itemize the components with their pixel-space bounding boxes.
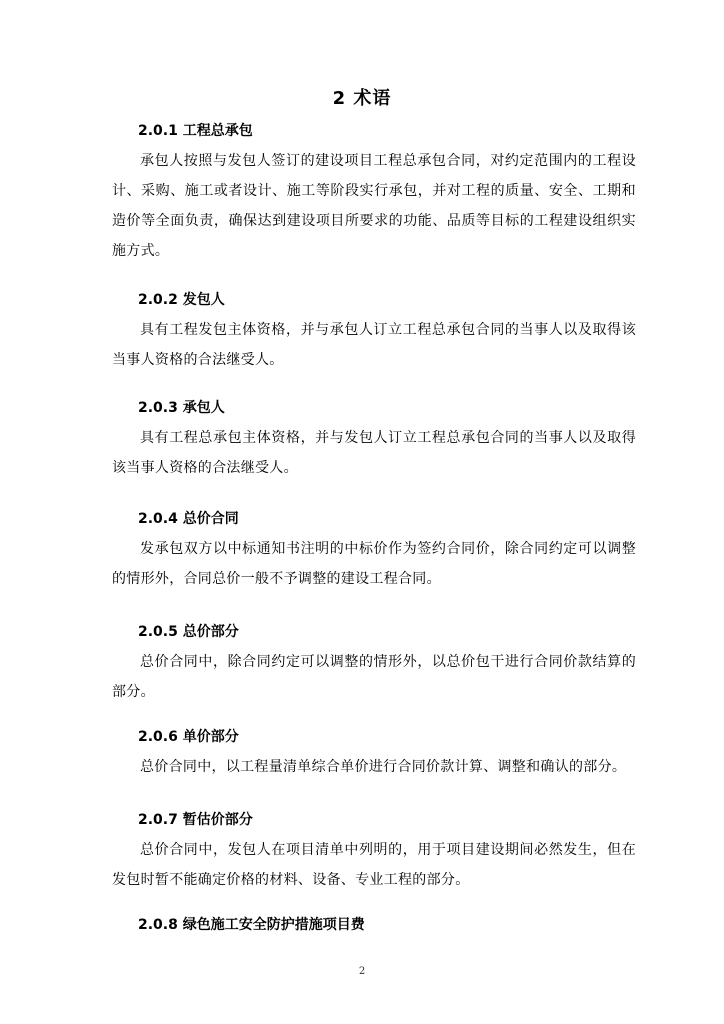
term-heading: 2.0.1 工程总承包 xyxy=(138,123,253,139)
term-heading: 2.0.7 暂估价部分 xyxy=(138,812,253,828)
term-definition: 发承包双方以中标通知书注明的中标价作为签约合同价，除合同约定可以调整的情形外，合同总价一般不予调整的建设工程合同。 xyxy=(112,541,636,587)
page-number: 2 xyxy=(358,966,366,977)
term-heading: 2.0.6 单价部分 xyxy=(138,729,239,745)
term-2-0-1 xyxy=(112,121,636,266)
term-definition: 具有工程发包主体资格，并与承包人订立工程总承包合同的当事人以及取得该当事人资格的合法继受人。 xyxy=(112,322,636,368)
term-2-0-4 xyxy=(112,509,636,594)
term-2-0-6 xyxy=(112,727,636,782)
term-definition: 具有工程总承包主体资格，并与发包人订立工程总承包合同的当事人以及取得该当事人资格的合法继受人。 xyxy=(112,430,636,476)
term-2-0-8 xyxy=(112,915,636,935)
term-2-0-5 xyxy=(112,622,636,707)
term-definition: 总价合同中，除合同约定可以调整的情形外，以总价包干进行合同价款结算的部分。 xyxy=(112,654,636,700)
term-heading: 2.0.4 总价合同 xyxy=(138,511,239,527)
term-2-0-2 xyxy=(112,290,636,375)
chapter-title: 2 术语 xyxy=(332,88,392,109)
term-heading: 2.0.3 承包人 xyxy=(138,400,225,416)
term-definition: 承包人按照与发包人签订的建设项目工程总承包合同，对约定范围内的工程设计、采购、施工或者设计、施工等阶段实行承包，并对工程的质量、安全、工期和造价等全面负责，确保达到建设项目所要求的功能、品质等目标的工程建设组织实施方式。 xyxy=(112,153,636,259)
term-2-0-7 xyxy=(112,810,636,895)
term-definition: 总价合同中，发包人在项目清单中列明的，用于项目建设期间必然发生，但在发包时暂不能确定价格的材料、设备、专业工程的部分。 xyxy=(112,842,636,888)
term-2-0-3 xyxy=(112,398,636,483)
term-heading: 2.0.2 发包人 xyxy=(138,292,225,308)
term-definition: 总价合同中，以工程量清单综合单价进行合同价款计算、调整和确认的部分。 xyxy=(140,759,627,775)
term-heading: 2.0.5 总价部分 xyxy=(138,624,239,640)
term-heading: 2.0.8 绿色施工安全防护措施项目费 xyxy=(138,917,365,933)
